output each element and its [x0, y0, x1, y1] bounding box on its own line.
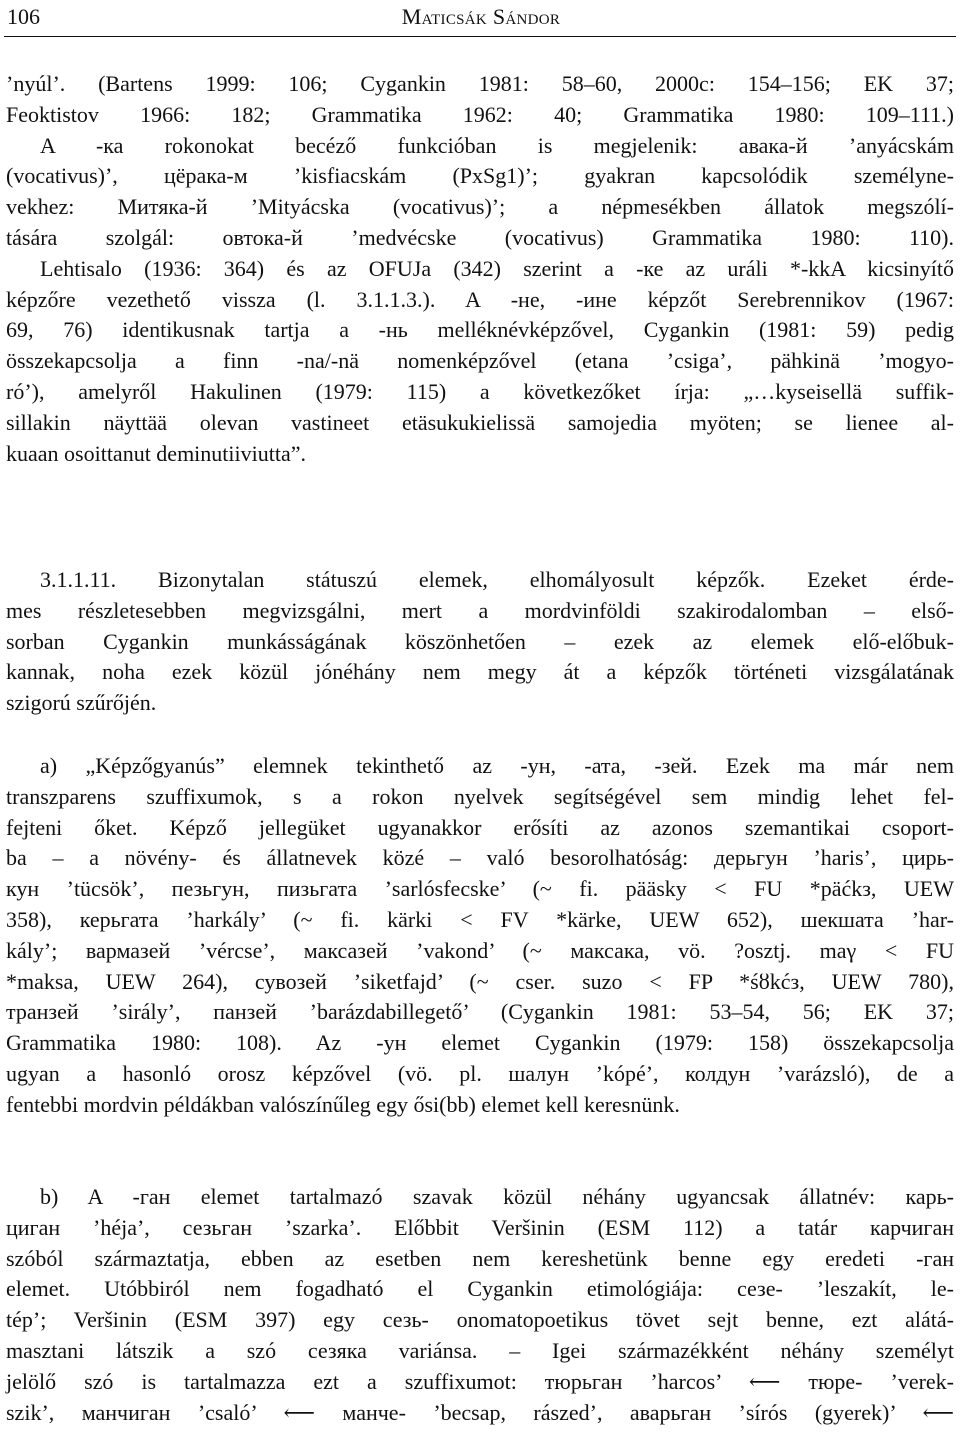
text-line: szik’, манчиган ’csaló’ ⟵ манче- ’becsap, rászed’, аварьган ’sírós (gyerek)’ ⟵	[6, 1399, 954, 1425]
text-line: transzparens szuffixumok, s a rokon nyelvek segítségével sem mindig lehet fel-	[6, 783, 954, 809]
text-line: szóból származtatja, ebben az esetben nem kereshetünk benne egy eredeti -ган	[6, 1245, 954, 1271]
paragraph-1	[6, 69, 954, 469]
text-line: képzőre vezethető vissza (l. 3.1.1.3.). A -не, -ине képzőt Serebrennikov (1967:	[6, 286, 954, 312]
section-heading-line: 3.1.1.11. Bizonytalan státuszú elemek, elhomályosult képzők. Ezeket érde-	[40, 567, 954, 592]
text-line: kály’; вармазей ’vércse’, максазей ’vakond’ (~ максака, vö. ?osztj. maγ < FU	[6, 937, 954, 963]
text-line: mes részletesebben megvizsgálni, mert a mordvinföldi szakirodalomban – első-	[6, 597, 954, 623]
text-line: *maksa, UEW 264), сувозей ’siketfajd’ (~ cser. suzo < FP *śȣkćз, UEW 780),	[6, 968, 954, 994]
text-line: Lehtisalo (1936: 364) és az OFUJa (342) szerint a -ке az uráli *-kkA kicsinyítő	[40, 255, 954, 281]
text-line: ba – a növény- és állatnevek közé – való besorolhatóság: дерьгун ’haris’, цирь-	[6, 845, 954, 871]
text-line: kannak, noha ezek közül jónéhány nem megy át a képzők történeti vizsgálatának	[6, 659, 954, 685]
text-line: Feoktistov 1966: 182; Grammatika 1962: 40; Grammatika 1980: 109–111.)	[6, 101, 954, 127]
text-line: ugyan a hasonló orosz képzővel (vö. pl. шалун ’kópé’, колдун ’varázsló), de a	[6, 1060, 954, 1086]
text-line: fejteni őket. Képző jellegüket ugyanakkor erősíti az azonos szemantikai csoport-	[6, 814, 954, 840]
text-line: транзей ’sirály’, панзей ’barázdabillegető’ (Cygankin 1981: 53–54, 56; EK 37;	[6, 999, 954, 1025]
text-line: a) „Képzőgyanús” elemnek tekinthető az -ун, -ата, -зей. Ezek ma már nem	[40, 753, 954, 778]
paragraph-3	[6, 751, 954, 1121]
paragraph-4	[6, 1182, 954, 1428]
text-line: кун ’tücsök’, пезьгун, пизьгата ’sarlósfecske’ (~ fi. pääsky < FU *päćkз, UEW	[6, 876, 954, 902]
text-line: sillakin näyttää olevan vastineet etäsukukielissä samojedia myöten; se lienee al-	[6, 409, 954, 435]
text-line: ró’), amelyről Hakulinen (1979: 115) a következőket írja: „…kyseisellä suffik-	[6, 378, 954, 404]
text-line: kuaan osoittanut deminutiiviutta”.	[6, 440, 306, 466]
header-rule	[4, 36, 956, 37]
text-line: szigorú szűrőjén.	[6, 690, 157, 716]
text-line: 69, 76) identikusnak tartja a -нь melléknévképzővel, Cygankin (1981: 59) pedig	[6, 317, 954, 343]
page-header	[7, 2, 955, 36]
text-line: 358), керьгата ’harkály’ (~ fi. kärki < FV *kärke, UEW 652), шекшата ’har-	[6, 906, 954, 932]
text-line: elemet. Utóbbiról nem fogadható el Cygankin etimológiája: сезе- ’leszakít, le-	[6, 1276, 954, 1302]
paragraph-2	[6, 565, 954, 719]
text-line: vekhez: Митяка-й ’Mityácska (vocativus)’; a népmesékben állatok megszólí-	[6, 194, 954, 220]
text-line: b) A -ган elemet tartalmazó szavak közül néhány ugyancsak állatnév: карь-	[40, 1184, 954, 1209]
text-line: Grammatika 1980: 108). Az -ун elemet Cygankin (1979: 158) összekapcsolja	[6, 1030, 954, 1056]
running-title: Maticsák Sándor	[401, 4, 561, 29]
text-line: (vocativus)’, цёрака-м ’kisfiacskám (PxSg1)’; gyakran kapcsolódik személyne-	[6, 163, 954, 189]
text-line: A -ка rokonokat becéző funkcióban is megjelenik: авака-й ’anyácskám	[40, 132, 954, 158]
text-line: ’nyúl’. (Bartens 1999: 106; Cygankin 1981: 58–60, 2000c: 154–156; EK 37;	[6, 71, 954, 96]
text-line: tására szolgál: овтока-й ’medvécske (vocativus) Grammatika 1980: 110).	[6, 224, 954, 250]
page-number: 106	[7, 4, 40, 29]
text-line: fentebbi mordvin példákban valószínűleg egy ősi(bb) elemet kell keresnünk.	[6, 1091, 680, 1117]
text-line: összekapcsolja a finn -na/-nä nomenképzővel (etana ’csiga’, pähkinä ’mogyo-	[6, 348, 954, 374]
text-line: sorban Cygankin munkásságának köszönhetően – ezek az elemek elő-előbuk-	[6, 628, 954, 654]
text-line: masztani látszik a szó сезяка variánsa. – Igei származékként néhány személyt	[6, 1337, 954, 1363]
text-line: tép’; Veršinin (ESM 397) egy сезь- onomatopoetikus tövet sejt benne, ezt alátá-	[6, 1307, 954, 1333]
text-line: циган ’héja’, сезьган ’szarka’. Előbbit Veršinin (ESM 112) a tatár карчиган	[6, 1214, 954, 1240]
text-line: jelölő szó is tartalmazza ezt a szuffixumot: тюрьган ’harcos’ ⟵ тюре- ’verek-	[6, 1368, 954, 1394]
